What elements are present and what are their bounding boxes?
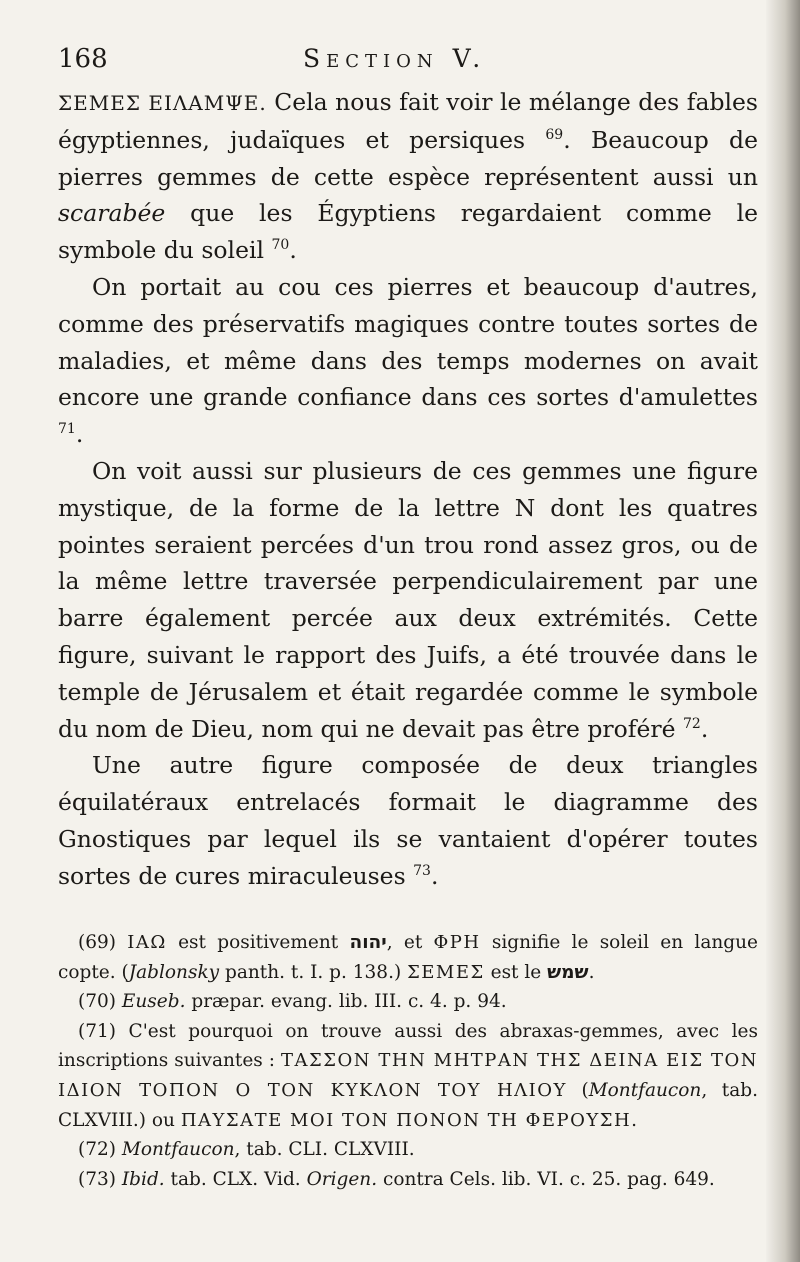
main-text xyxy=(58,84,758,895)
paragraph-4 xyxy=(58,747,758,894)
hebrew-word: שמש xyxy=(547,961,589,983)
footnote-ref-69[interactable]: 69 xyxy=(545,126,564,143)
text-run: , tab. CLXVIII.) ou xyxy=(58,1079,758,1131)
text-run: . xyxy=(588,961,595,983)
text-run: On voit aussi sur plusieurs de ces gemmes une figure mystique, de la forme de la lettre N dont les quatres pointes seraient percées d'un trou rond assez gros, ou de la même lettre traversée perpendiculairement par une barre également percée aux deux extrémités. Cette figure, suivant le rapport des Juifs, a été trouvée dans le temple de Jérusalem et était regardée comme le symbole du nom de Dieu, nom qui ne devait pas être proféré xyxy=(58,456,758,743)
text-run: præpar. evang. lib. III. c. 4. p. 94. xyxy=(185,991,507,1013)
text-run: . xyxy=(430,861,439,890)
greek-word: ΣΕΜΕΣ xyxy=(407,961,485,983)
text-run: que les Égyptiens regardaient comme le symbole du soleil xyxy=(58,199,758,265)
greek-inscription: ΤΑΣΣΟΝ ΤΗΝ ΜΗΤΡΑΝ ΤΗΣ ΔΕΙΝΑ ΕΙΣ ΤΟΝ ΙΔΙΟΝ ΤΟΠΟΝ Ο ΤΟΝ ΚΥΚΛΟΝ ΤΟΥ ΗΛΙΟΥ xyxy=(58,1050,758,1101)
citation-author: Euseb. xyxy=(121,991,186,1013)
text-run: C'est pourquoi on trouve aussi des abraxas-gemmes, avec les inscriptions suivantes : xyxy=(58,1020,758,1072)
citation-author: Jablonsky xyxy=(128,961,220,983)
citation-author: Origen. xyxy=(306,1168,378,1190)
greek-word: ΙΑΩ xyxy=(127,932,167,953)
greek-inscription: ΠΑΥΣΑΤΕ ΜΟΙ ΤΟΝ ΠΟΝΟΝ ΤΗ ΦΕΡΟΥΣΗ xyxy=(180,1109,632,1131)
text-run: . xyxy=(289,236,297,265)
italic-term: scarabée xyxy=(58,199,166,228)
text-run: tab. CLX. Vid. xyxy=(164,1168,307,1190)
citation-author: Montfaucon xyxy=(588,1079,702,1101)
footnote-number: (73) xyxy=(78,1168,116,1190)
greek-word: ΦΡΗ xyxy=(433,932,481,953)
greek-phrase: ΣΕΜΕΣ ΕΙΛΑΜΨΕ. xyxy=(58,91,267,115)
text-run: On portait au cou ces pierres et beaucoup d'autres, comme des préservatifs magiques contre toutes sortes de maladies, et même dans des temps modernes on avait encore une grande confiance dans ces sortes d'amulettes xyxy=(58,272,758,412)
text-run: . xyxy=(631,1109,638,1131)
footnote-number: (70) xyxy=(78,991,116,1013)
paragraph-3 xyxy=(58,453,758,747)
text-run: panth. t. I. p. 138.) xyxy=(219,961,408,983)
footnote-number: (71) xyxy=(78,1020,116,1042)
footnote-ref-71[interactable]: 71 xyxy=(58,421,76,438)
text-run: . Beaucoup de pierres gemmes de cette espèce représentent aussi un xyxy=(58,125,758,191)
text-run: , et xyxy=(386,932,434,953)
page-header xyxy=(58,44,758,84)
text-run: est le xyxy=(484,961,548,983)
text-run: signifie le soleil en langue copte. ( xyxy=(58,932,758,983)
text-run: . xyxy=(75,420,84,449)
running-head: Section V. xyxy=(303,44,487,73)
footnote-71 xyxy=(58,1017,758,1135)
footnote-ref-70[interactable]: 70 xyxy=(271,237,290,254)
citation-author: Montfaucon xyxy=(121,1139,235,1161)
paragraph-2 xyxy=(58,269,758,453)
footnote-70 xyxy=(58,987,758,1017)
footnotes xyxy=(58,928,758,1194)
text-run: , tab. CLI. CLXVIII. xyxy=(234,1139,415,1161)
text-run: . xyxy=(700,714,709,743)
footnote-69 xyxy=(58,928,758,987)
page-number: 168 xyxy=(58,44,108,74)
footnote-number: (69) xyxy=(78,932,116,953)
footnote-number: (72) xyxy=(78,1139,116,1161)
hebrew-word: יהוה xyxy=(349,932,387,953)
paragraph-1 xyxy=(58,84,758,269)
text-run: ( xyxy=(566,1079,589,1101)
text-run: est positivement xyxy=(166,932,350,953)
text-run: Cela nous fait voir le mélange des fables égyptiennes, judaïques et persiques xyxy=(58,88,758,154)
footnote-ref-72[interactable]: 72 xyxy=(683,715,701,732)
footnote-ref-73[interactable]: 73 xyxy=(413,862,431,879)
text-run: contra Cels. lib. VI. c. 25. pag. 649. xyxy=(377,1168,715,1190)
citation-author: Ibid. xyxy=(121,1168,165,1190)
text-run: Une autre figure composée de deux triangles équilatéraux entrelacés formait le diagramme des Gnostiques par lequel ils se vantaient d'opérer toutes sortes de cures miraculeuses xyxy=(58,751,758,890)
footnote-73 xyxy=(58,1165,758,1195)
page-edge-shadow xyxy=(766,0,800,1262)
footnote-72 xyxy=(58,1135,758,1165)
